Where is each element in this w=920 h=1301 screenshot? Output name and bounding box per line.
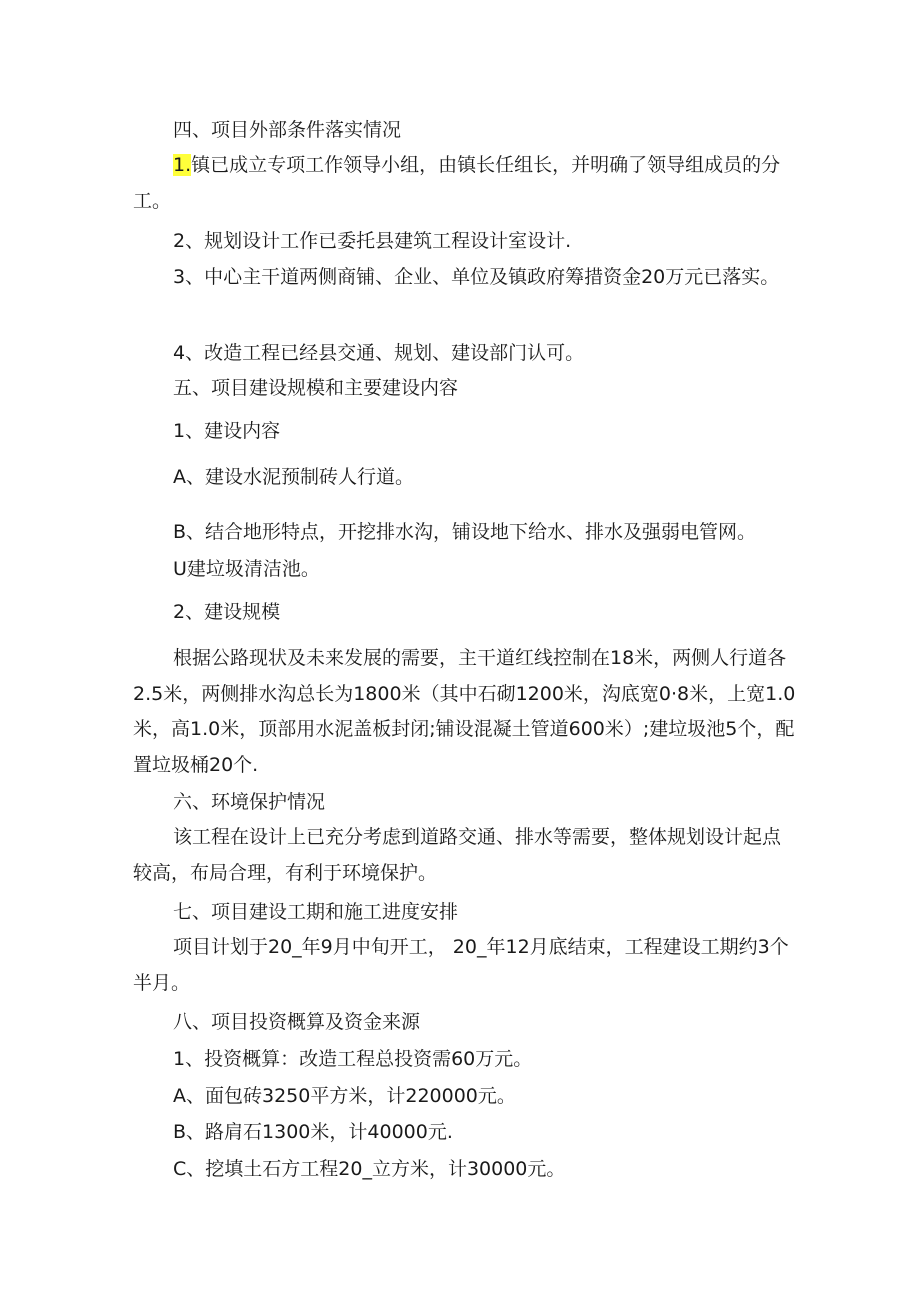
section-heading-7: 七、项目建设工期和施工进度安排 xyxy=(173,901,459,923)
paragraph-6: 该工程在设计上已充分考虑到道路交通、排水等需要，整体规划设计起点较高，布局合理，有利于环境保护。 xyxy=(133,826,782,884)
paragraph-4-1 xyxy=(133,148,797,219)
section-heading-4: 四、项目外部条件落实情况 xyxy=(173,119,402,141)
highlighted-number: 1. xyxy=(173,154,192,176)
item-5-b: B、结合地形特点，开挖排水沟，铺设地下给水、排水及强弱电管网。 xyxy=(173,521,757,543)
paragraph-8-1: 1、投资概算：改造工程总投资需60万元。 xyxy=(173,1048,533,1070)
item-5-u: U建垃圾清洁池。 xyxy=(173,558,320,580)
item-8-a: A、面包砖3250平方米，计220000元。 xyxy=(173,1085,516,1107)
paragraph-4-4: 4、改造工程已经县交通、规划、建设部门认可。 xyxy=(173,342,585,364)
subheading-5-1: 1、建设内容 xyxy=(173,420,281,442)
paragraph-4-1-text: 镇已成立专项工作领导小组，由镇长任组长，并明确了领导组成员的分工。 xyxy=(133,154,781,212)
paragraph-4-3: 3、中心主干道两侧商铺、企业、单位及镇政府筹措资金20万元已落实。 xyxy=(173,266,780,288)
paragraph-4-2: 2、规划设计工作已委托县建筑工程设计室设计. xyxy=(173,230,572,252)
paragraph-7: 项目计划于20_年9月中旬开工， 20_年12月底结束，工程建设工期约3个半月。 xyxy=(133,936,789,994)
item-8-b: B、路肩石1300米，计40000元. xyxy=(173,1121,453,1143)
item-5-a: A、建设水泥预制砖人行道。 xyxy=(173,466,414,488)
section-heading-8: 八、项目投资概算及资金来源 xyxy=(173,1011,421,1033)
item-8-c: C、挖填土石方工程20_立方米，计30000元。 xyxy=(173,1158,566,1180)
subheading-5-2: 2、建设规模 xyxy=(173,601,281,623)
paragraph-5-scale: 根据公路现状及未来发展的需要，主干道红线控制在18米，两侧人行道各2.5米，两侧排水沟总长为1800米（其中石砌1200米，沟底宽0·8米，上宽1.0米，高1.0米，顶部用水泥盖板封闭;铺设混凝土管道600米）;建垃圾池5个，配置垃圾桶20个. xyxy=(133,647,796,776)
section-heading-5: 五、项目建设规模和主要建设内容 xyxy=(173,377,459,399)
section-heading-6: 六、环境保护情况 xyxy=(173,791,326,813)
